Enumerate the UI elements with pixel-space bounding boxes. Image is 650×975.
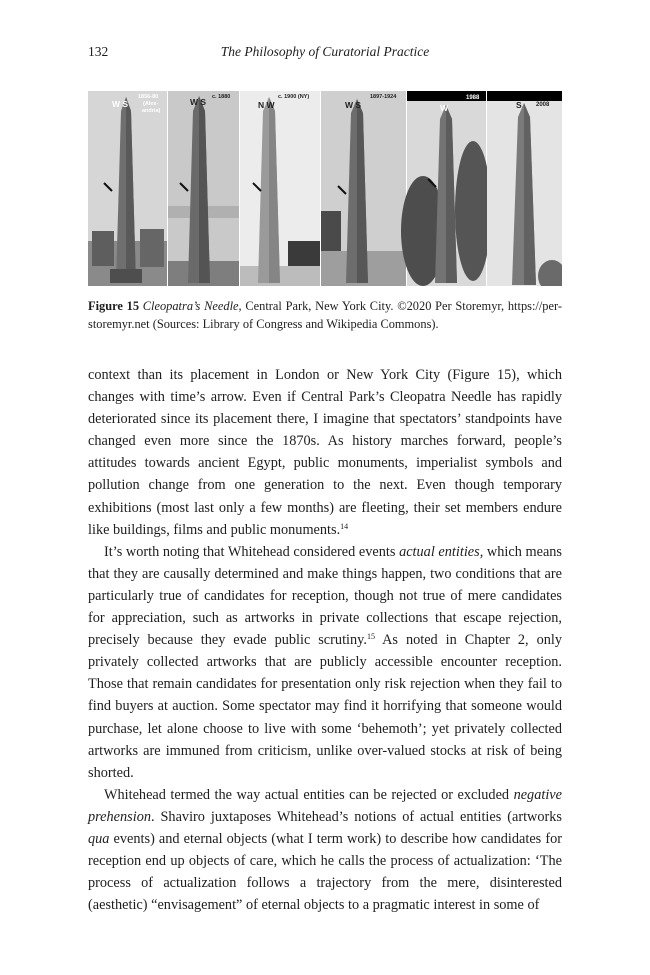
paragraph-2	[88, 541, 562, 784]
photo-6-directions: S	[516, 100, 522, 110]
paragraph-2-emphasis: actual entities,	[399, 543, 484, 560]
paragraph-1-text: context than its placement in London or New York City (Figure 15), which changes with time’s arrow. Even if Central Park’s Cleopatra Needle has rapidly deteriorated since its placement there, I imagine that spectators’ standpoints have changed even more since the 1870s. As history marches forward, people’s attitudes towards ancient Egypt, public monuments, imperialist symbols and pollution change from one generation to the next. Even though temporary exhibitions (most last only a few months) are fleeting, their set members endure like buildings, films and public monuments.	[88, 367, 562, 538]
figure-photo-collage	[88, 91, 562, 286]
photo-4-date: 1897-1924	[370, 94, 397, 100]
photo-panel-3	[240, 91, 320, 286]
figure-caption-text: , Central Park, New York City. ©2020 Per Storemyr, https://per-storemyr.net (Sources: Library of Congress and Wikipedia Commons).	[88, 299, 562, 331]
paragraph-3-emphasis-1: negative prehension	[88, 786, 562, 825]
paragraph-2-text-b: which means that they are causally determined and make things happen, two conditions that are particularly true of candidates for reception, though not true of mere candidates for appreciation, such as artworks in private collections that escape rejection, precisely because they evade public scrutiny.	[88, 543, 562, 649]
photo-panel-6	[487, 91, 562, 286]
photo-3-directions: N W	[258, 100, 275, 110]
photo-panel-4	[321, 91, 406, 286]
photo-panel-1	[88, 91, 167, 286]
figure-caption	[88, 297, 562, 333]
photo-2-directions: W S	[190, 97, 207, 107]
paragraph-3-text-b: . Shaviro juxtaposes Whitehead’s notions of actual entities (artworks	[151, 808, 562, 825]
photo-1-date-line-1: 1856-80	[138, 94, 159, 100]
photo-6-date: 2008	[536, 102, 550, 108]
photo-panel-5	[401, 91, 491, 286]
paragraph-1	[88, 364, 562, 541]
paragraph-2-text-c: As noted in Chapter 2, only privately collected artworks that are publicly accessible encounter reception. Those that remain candidates for presentation only risk rejection when they fail to find buyers at auction. Some spectator may find it horrifying that someone would purchase, let alone choose to live with some ‘behemoth’; yet privately collected artworks are immuned from criticism, unlike over-valued stocks at risk of being shorted.	[88, 632, 562, 781]
running-header	[88, 44, 562, 64]
photo-5-date: 1988	[466, 95, 480, 101]
paragraph-3-emphasis-2: qua	[88, 830, 110, 847]
photo-4-directions: W S	[345, 100, 362, 110]
paragraph-3-text-c: events) and eternal objects (what I term work) to describe how candidates for reception end up objects of care, which he calls the process of actualization: ‘The process of actualization follows a trajectory from the mere, disinterested (aesthetic) “envisagement” of eternal objects to a pragmatic interest in some of	[88, 830, 562, 914]
photo-2-date: c. 1880	[212, 94, 231, 100]
body-text	[88, 364, 562, 916]
photo-5-directions: W	[440, 103, 449, 113]
page-number: 132	[88, 44, 109, 59]
running-title: The Philosophy of Curatorial Practice	[220, 44, 430, 59]
footnote-ref-15: 15	[366, 632, 375, 642]
photo-3-date: c. 1900 (NY)	[278, 94, 310, 100]
footnote-ref-14: 14	[340, 521, 349, 531]
photo-panel-2	[168, 91, 239, 286]
figure-label: Figure 15	[88, 299, 140, 313]
paragraph-3-text-a: Whitehead termed the way actual entities can be rejected or excluded	[104, 786, 514, 803]
photo-1-directions: W S	[112, 99, 129, 109]
paragraph-3	[88, 784, 562, 917]
paragraph-2-text-a: It’s worth noting that Whitehead considered events	[104, 543, 400, 560]
photo-1-date-line-3: andria)	[142, 108, 161, 114]
photo-1-date-line-2: (Alex-	[143, 101, 159, 107]
figure-title: Cleopatra’s Needle	[142, 299, 239, 313]
